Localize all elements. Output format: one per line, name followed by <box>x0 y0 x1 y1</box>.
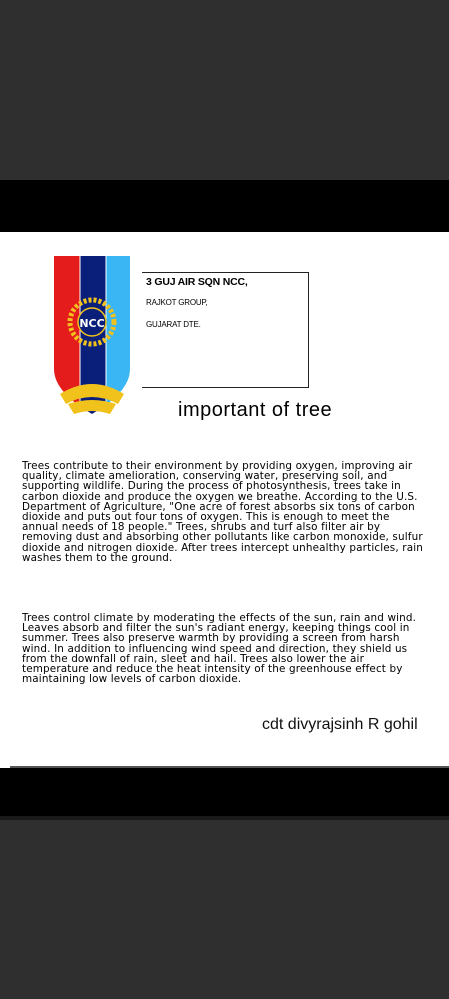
top-black-band <box>0 180 449 232</box>
page-title: important of tree <box>178 399 333 421</box>
document-page <box>0 232 449 768</box>
signature: cdt divyrajsinh R gohil <box>262 716 418 733</box>
ncc-logo <box>52 254 132 422</box>
top-dark-area <box>0 0 449 180</box>
paragraph-2: Trees control climate by moderating the effects of the sun, rain and wind. Leaves absorb and filter the sun's radiant energy, keeping things cool in summer. Trees also preserve warmth by providing a screen from harsh wind. In addition to influencing wind speed and direction, they shield us from the downfall of rain, sleet and hail. Trees also lower the air temperature and reduce the heat intensity of the greenhouse effect by maintaining low levels of carbon dioxide. <box>22 612 417 686</box>
unit-name: 3 GUJ AIR SQN NCC, <box>146 276 248 288</box>
logo-ncc-text: NCC <box>79 317 105 330</box>
directorate-name: GUJARAT DTE. <box>146 320 201 329</box>
group-name: RAJKOT GROUP, <box>146 298 208 307</box>
paragraph-1: Trees contribute to their environment by providing oxygen, improving air quality, climate amelioration, conserving water, preserving soil, and supporting wildlife. During the process of photosynthesis, trees take in carbon dioxide and produce the oxygen we breathe. According to the U.S. Department of Agriculture, "One acre of forest absorbs six tons of carbon dioxide and puts out four tons of oxygen. This is enough to meet the annual needs of 18 people." Trees, shrubs and turf also filter air by removing dust and absorbing other pollutants like carbon monoxide, sulfur dioxide and nitrogen dioxide. After trees intercept unhealthy particles, rain washes them to the ground. <box>22 460 423 564</box>
bottom-dark-area <box>0 816 449 999</box>
bottom-black-band <box>0 768 449 816</box>
header-box <box>142 272 309 388</box>
bottom-edge-line <box>0 816 449 820</box>
